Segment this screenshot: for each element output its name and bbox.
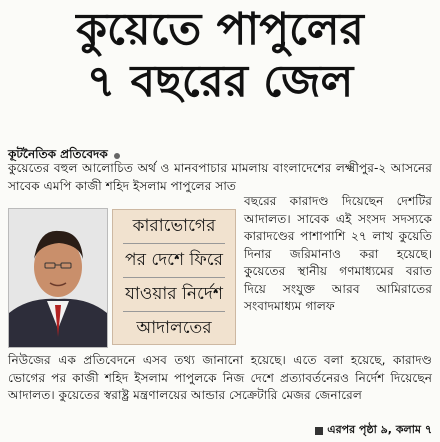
headline — [0, 4, 440, 108]
article-body-bottom — [8, 352, 432, 405]
pull-quote-line-1: কারাভোগের — [132, 216, 216, 236]
pull-quote-line-3: যাওয়ার নির্দেশ — [125, 284, 223, 304]
portrait-photo — [8, 208, 108, 348]
article-body-side — [244, 193, 432, 316]
continuation-note — [315, 421, 432, 440]
article-paragraph-side: বছরের কারাদণ্ড দিয়েছেন দেশটির আদালত। সাবেক এই সংসদ সদস্যকে কারাদণ্ডের পাশাপাশি ২৭ লাখ কুয়েতি দিনার জরিমানাও করা হয়েছে। কুয়েতের স্থানীয় গণমাধ্যমের বরাত দিয়ে সংযুক্ত আরব আমিরাতের সংবাদমাধ্যম গালফ — [244, 194, 432, 313]
square-bullet-icon — [315, 427, 323, 435]
pull-quote-box — [112, 209, 236, 345]
headline-line-2: ৭ বছরের জেল — [86, 56, 354, 107]
pull-quote-line-4: আদালতের — [136, 318, 212, 338]
article-paragraph-bottom: নিউজের এক প্রতিবেদনে এসব তথ্য জানানো হয়েছে। এতে বলা হয়েছে, কারাদণ্ড ভোগের পর কাজী শহিদ ইসলাম পাপুলকে নিজ দেশে প্রত্যাবর্তনেরও নির্দেশ দিয়েছেন আদালত। কুয়েতের স্বরাষ্ট্র মন্ত্রণালয়ের আন্ডার সেক্রেটারি মেজর জেনারেল — [8, 353, 432, 402]
portrait-illustration — [9, 209, 107, 347]
article-paragraph-top: কুয়েতের বহুল আলোচিত অর্থ ও মানবপাচার মামলায় বাংলাদেশের লক্ষ্মীপুর-২ আসনের সাবেক এমপি কাজী শহিদ ইসলাম পাপুলের সাত — [8, 161, 432, 193]
bullet-icon — [114, 153, 120, 159]
headline-line-1: কুয়েতে পাপুলের — [76, 4, 364, 55]
pull-quote-line-2: পর দেশে ফিরে — [125, 250, 223, 270]
continuation-text: এরপর পৃষ্ঠা ৯, কলাম ৭ — [327, 423, 432, 436]
byline-text: কূটনৈতিক প্রতিবেদক — [8, 147, 108, 161]
article-body-top — [8, 160, 432, 195]
